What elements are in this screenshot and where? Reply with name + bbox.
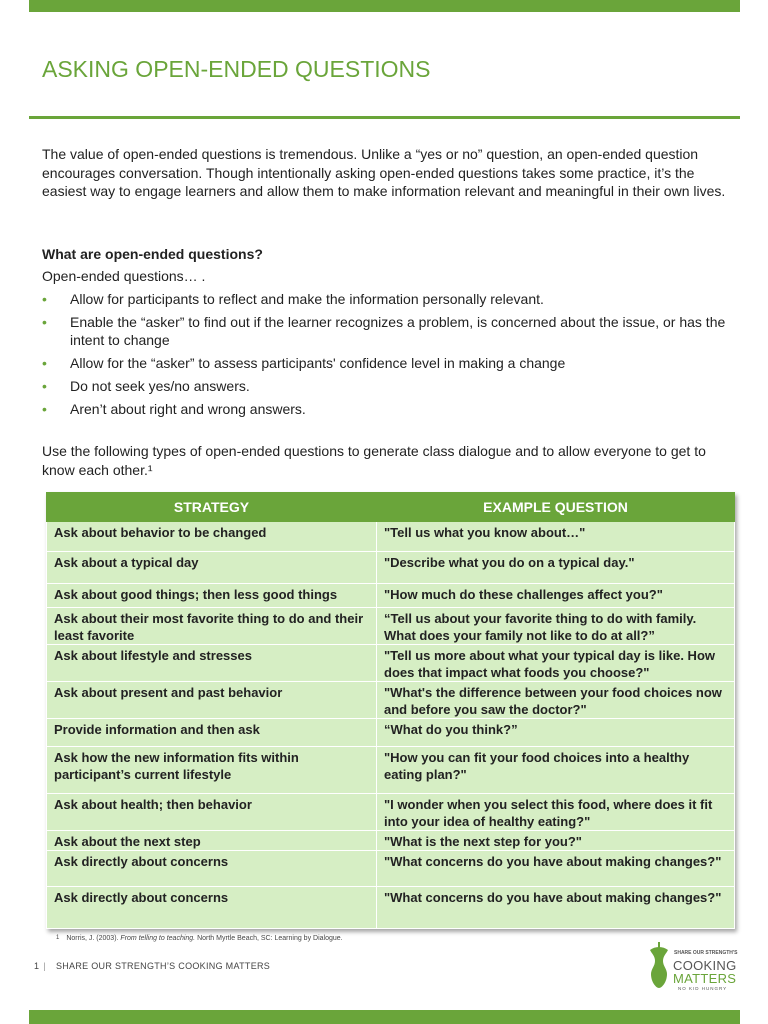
logo-tagline: NO KID HUNGRY <box>678 986 728 991</box>
question-cell: "What is the next step for you?" <box>377 831 735 851</box>
apple-core-icon <box>646 942 672 990</box>
bottom-accent-bar <box>29 1010 740 1024</box>
header-example-question: EXAMPLE QUESTION <box>377 493 735 522</box>
table-row <box>47 608 735 645</box>
strategy-cell: Ask about behavior to be changed <box>47 522 377 552</box>
logo-matters-text: MATTERS <box>673 971 737 986</box>
strategy-cell: Ask about the next step <box>47 831 377 851</box>
table-row <box>47 887 735 929</box>
title-divider <box>29 116 740 119</box>
list-item-text: Aren’t about right and wrong answers. <box>70 401 306 417</box>
list-item <box>42 313 732 349</box>
strategy-cell: Ask directly about concerns <box>47 887 377 929</box>
bullet-icon: • <box>42 378 47 394</box>
table-row <box>47 682 735 719</box>
question-cell: "How you can fit your food choices into a healthy eating plan?" <box>377 747 735 794</box>
list-item-text: Enable the “asker” to find out if the learner recognizes a problem, is concerned about the issue, or has the intent to change <box>70 314 726 348</box>
footnote-text-after: North Myrtle Beach, SC: Learning by Dialogue. <box>195 935 343 942</box>
strategy-cell: Ask about present and past behavior <box>47 682 377 719</box>
logo-cooking-text: COOKING <box>673 958 737 973</box>
section-heading: What are open-ended questions? <box>42 246 263 262</box>
table-intro-paragraph: Use the following types of open-ended questions to generate class dialogue and to allow everyone to get to know each other.¹ <box>42 443 706 478</box>
question-cell: "How much do these challenges affect you?" <box>377 584 735 608</box>
page-title: ASKING OPEN-ENDED QUESTIONS <box>42 56 431 82</box>
strategy-cell: Ask about good things; then less good things <box>47 584 377 608</box>
question-cell: "Describe what you do on a typical day." <box>377 552 735 584</box>
table-row <box>47 831 735 851</box>
question-cell: "Tell us more about what your typical day is like. How does that impact what foods you choose?" <box>377 645 735 682</box>
question-cell: “Tell us about your favorite thing to do with family. What does your family not like to do at all?” <box>377 608 735 645</box>
bullet-icon: • <box>42 401 47 417</box>
strategy-table <box>46 492 735 929</box>
question-cell: "What's the difference between your food choices now and before you saw the doctor?" <box>377 682 735 719</box>
logo-small-text: SHARE OUR STRENGTH'S <box>674 950 738 956</box>
question-cell: "I wonder when you select this food, where does it fit into your idea of healthy eating?" <box>377 794 735 831</box>
footnote <box>56 935 343 942</box>
question-cell: “What do you think?” <box>377 719 735 747</box>
list-item-text: Do not seek yes/no answers. <box>70 378 250 394</box>
intro-paragraph: The value of open-ended questions is tremendous. Unlike a “yes or no” question, an open-ended question encourages conversation. Though intentionally asking open-ended questions takes some practice, it’s the easiest way to engage learners and allow them to make information relevant and meaningful in their own lives. <box>42 146 726 199</box>
cooking-matters-logo <box>644 940 744 994</box>
strategy-cell: Provide information and then ask <box>47 719 377 747</box>
bullet-icon: • <box>42 355 47 371</box>
list-item-text: Allow for the “asker” to assess participants' confidence level in making a change <box>70 355 566 371</box>
bullet-list <box>42 290 732 423</box>
footer-text: SHARE OUR STRENGTH’S COOKING MATTERS <box>55 961 271 971</box>
footnote-title: From telling to teaching. <box>120 935 196 942</box>
list-item-text: Allow for participants to reflect and make the information personally relevant. <box>70 291 544 307</box>
bullet-icon: • <box>42 291 47 307</box>
question-cell: "What concerns do you have about making changes?" <box>377 887 735 929</box>
table-row <box>47 719 735 747</box>
strategy-cell: Ask directly about concerns <box>47 851 377 887</box>
table-row <box>47 584 735 608</box>
strategy-cell: Ask about lifestyle and stresses <box>47 645 377 682</box>
list-item <box>42 400 732 418</box>
table-row <box>47 522 735 552</box>
page-footer <box>34 961 270 971</box>
bullet-icon: • <box>42 314 47 330</box>
table-row <box>47 794 735 831</box>
list-item <box>42 354 732 372</box>
footnote-marker: 1 <box>56 935 60 941</box>
header-strategy: STRATEGY <box>47 493 377 522</box>
section-subheading: Open-ended questions… . <box>42 268 206 284</box>
table-row <box>47 747 735 794</box>
strategy-cell: Ask about their most favorite thing to do and their least favorite <box>47 608 377 645</box>
table-header-row <box>47 493 735 522</box>
footer-divider: | <box>43 961 46 971</box>
list-item <box>42 377 732 395</box>
page-number: 1 <box>34 961 40 971</box>
question-cell: "Tell us what you know about…" <box>377 522 735 552</box>
footnote-text-before: Norris, J. (2003). <box>66 935 121 942</box>
table-row <box>47 552 735 584</box>
strategy-cell: Ask about a typical day <box>47 552 377 584</box>
list-item <box>42 290 732 308</box>
question-cell: "What concerns do you have about making changes?" <box>377 851 735 887</box>
table-row <box>47 645 735 682</box>
strategy-cell: Ask how the new information fits within participant’s current lifestyle <box>47 747 377 794</box>
top-accent-bar <box>29 0 740 12</box>
table-row <box>47 851 735 887</box>
strategy-cell: Ask about health; then behavior <box>47 794 377 831</box>
